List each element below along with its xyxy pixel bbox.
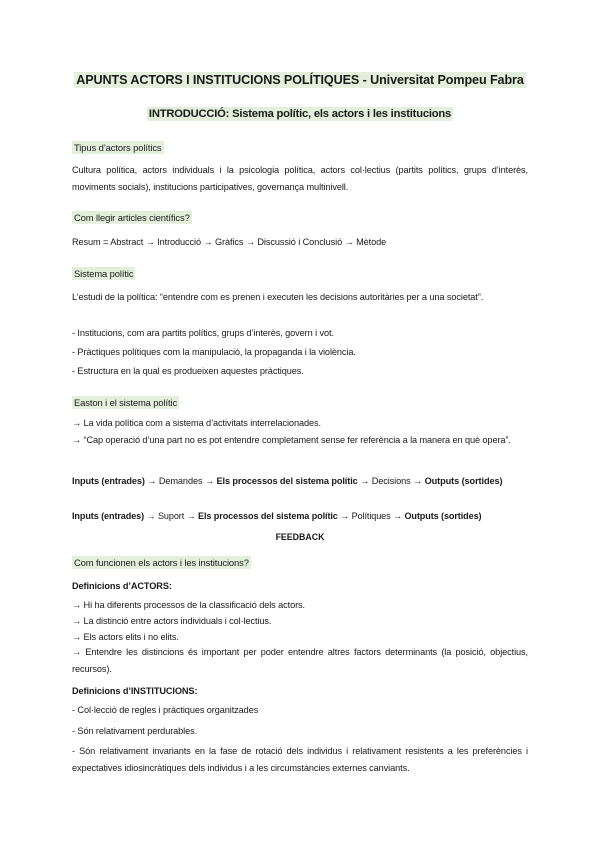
list-item: → “Cap operació d’una part no es pot entendre completament sense fer referència a la manera en què opera”. [72, 435, 511, 445]
flow-demands: Demandes [158, 476, 203, 486]
flow-outputs: Outputs (sortides) [404, 511, 482, 521]
paragraph-sistema: L’estudi de la política: “entendre com es prenen i executen les decisions autoritàries per a una societat”. [72, 292, 484, 302]
flow-inputs: Inputs (entrades) [72, 511, 145, 521]
heading-text: Sistema polític [74, 268, 134, 279]
list-item: - Col·lecció de regles i pràctiques organitzades [72, 705, 259, 715]
flow-inputs: Inputs (entrades) [72, 476, 145, 486]
actors-definitions-title: Definicions d’ACTORS: [72, 581, 172, 591]
arrow-icon: → [393, 511, 403, 521]
list-item: → La distinció entre actors individuals i col·lectius. [72, 616, 272, 626]
feedback-label: FEEDBACK [275, 532, 325, 542]
easton-flow-demands [72, 473, 528, 490]
list-item: → Els actors elits i no elits. [72, 632, 179, 642]
paragraph-articles: Resum = Abstract → Introducció → Gràfics → Discussió i Conclusió → Mètode [72, 237, 387, 247]
list-item: - Institucions, com ara partits polítics, grups d’interès, govern i vot. [72, 328, 334, 338]
document-title [72, 73, 528, 87]
arrow-icon: → [360, 476, 370, 486]
arrow-icon: → [147, 476, 157, 486]
heading-text: Tipus d’actors polítics [74, 142, 162, 153]
document-subtitle [72, 108, 528, 120]
flow-outputs: Outputs (sortides) [424, 476, 503, 486]
list-item: - Pràctiques polítiques com la manipulació, la propaganda i la violència. [72, 347, 356, 357]
document-subtitle-text: INTRODUCCIÓ: Sistema polític, els actors i les institucions [148, 108, 452, 120]
heading-text: Com llegir articles científics? [74, 212, 190, 223]
arrow-icon: → [146, 511, 156, 521]
institutions-definitions-title: Definicions d’INSTITUCIONS: [72, 686, 198, 696]
flow-support: Suport [157, 511, 185, 521]
flow-decisions: Decisions [371, 476, 411, 486]
section-heading-sistema [72, 268, 135, 279]
arrow-icon: → [413, 476, 423, 486]
list-item: → La vida política com a sistema d’activitats interrelacionades. [72, 418, 321, 428]
flow-processes: Els processos del sistema polític [198, 511, 338, 521]
flow-processes: Els processos del sistema polític [216, 476, 358, 486]
list-item: - Estructura en la qual es produeixen aquestes pràctiques. [72, 366, 304, 376]
list-item: - Són relativament perdurables. [72, 726, 198, 736]
list-item: → Hi ha diferents processos de la classificació dels actors. [72, 600, 305, 610]
easton-flow-support [72, 511, 528, 521]
arrow-icon: → [204, 476, 215, 486]
heading-text: Easton i el sistema polític [74, 397, 178, 408]
paragraph-tipus: Cultura política, actors individuals i la psicologia política, actors col·lectius (partits polítics, grups d’interès, moviments socials), institucions participatives, governança multinivell. [72, 165, 528, 192]
heading-text: Com funcionen els actors i les institucions? [74, 557, 249, 568]
arrow-icon: → [340, 511, 350, 521]
list-item: → Entendre les distincions és important per poder entendre altres factors determinants (la posició, objectius, recursos). [72, 647, 528, 674]
section-heading-articles [72, 212, 192, 223]
arrow-icon: → [186, 511, 196, 521]
section-heading-easton [72, 397, 179, 408]
list-item: - Són relativament invariants en la fase de rotació dels individus i relativament resistents a les preferències i expectatives idiosincràtiques dels individus i a les circumstàncies externes canviants. [72, 746, 528, 773]
section-heading-funcionen [72, 557, 251, 568]
section-heading-tipus [72, 142, 164, 153]
document-title-text: APUNTS ACTORS I INSTITUCIONS POLÍTIQUES - Universitat Pompeu Fabra [76, 73, 524, 87]
flow-policies: Polítiques [351, 511, 391, 521]
